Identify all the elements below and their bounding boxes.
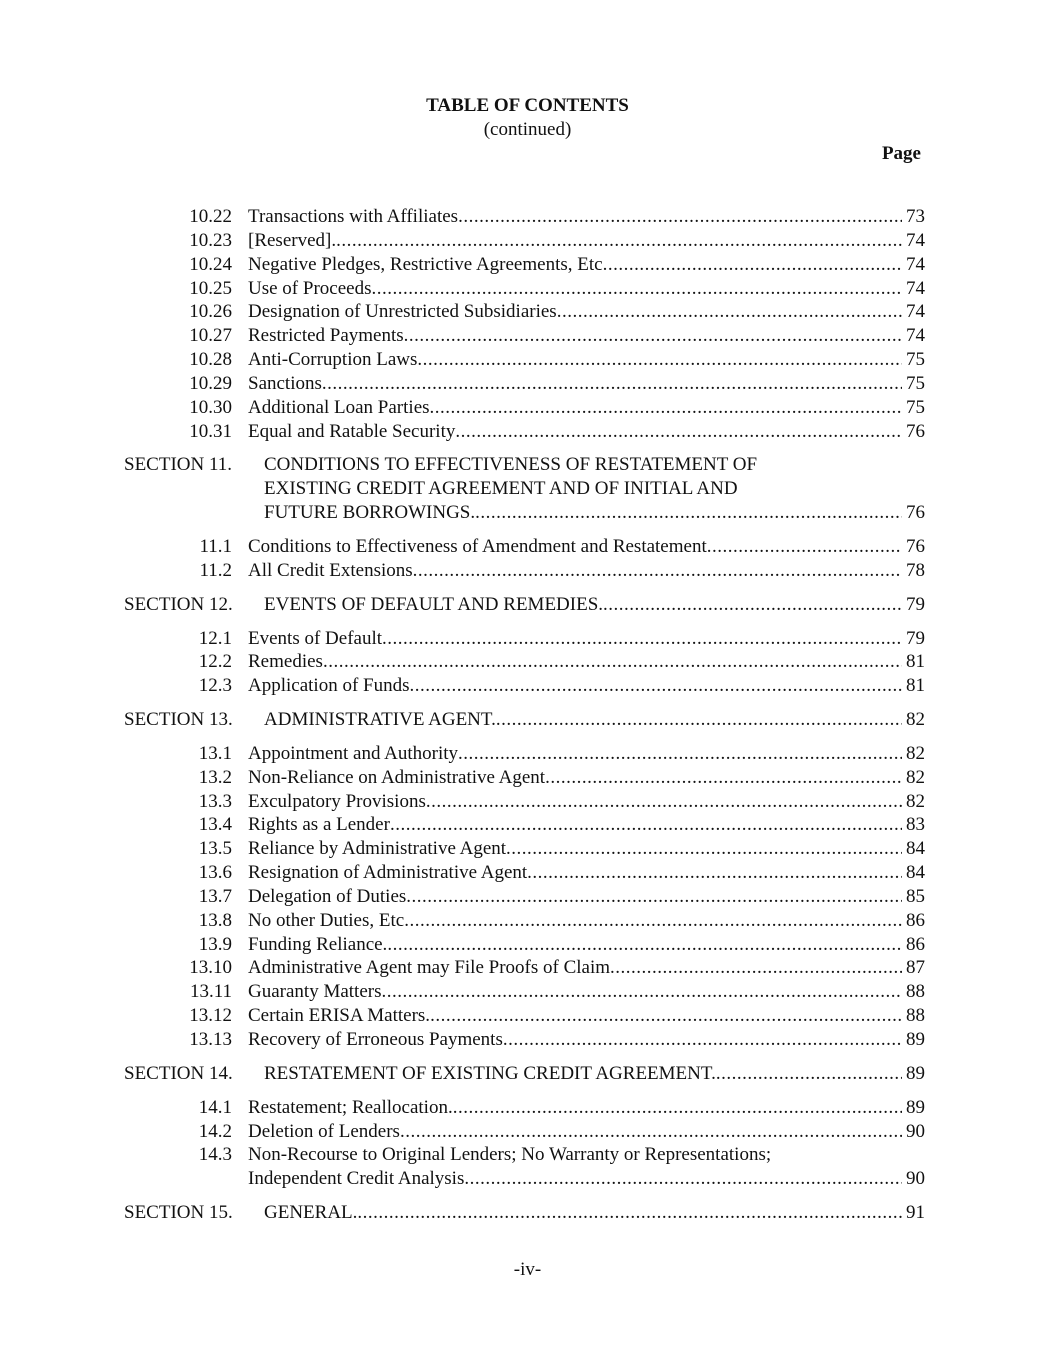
toc-entry-link[interactable] bbox=[248, 956, 925, 980]
toc-entry-link[interactable] bbox=[248, 790, 925, 814]
toc-entry-number: 10.27 bbox=[189, 325, 232, 347]
toc-entry-title: All Credit Extensions bbox=[248, 559, 413, 581]
toc-entry-link[interactable] bbox=[248, 229, 925, 253]
toc-section-number: SECTION 13. bbox=[124, 709, 233, 731]
dot-leader bbox=[475, 501, 902, 525]
toc-entry-link[interactable] bbox=[248, 1096, 925, 1120]
toc-entry-row[interactable] bbox=[0, 1096, 1055, 1120]
dot-leader bbox=[400, 1120, 902, 1144]
toc-entry-link[interactable] bbox=[248, 253, 925, 277]
toc-entry-link[interactable] bbox=[248, 627, 925, 651]
toc-entry-link[interactable] bbox=[248, 396, 925, 420]
toc-entry-title: GENERAL. bbox=[264, 1202, 358, 1224]
toc-title: TABLE OF CONTENTS bbox=[426, 95, 629, 116]
toc-entry-page: 85 bbox=[906, 885, 925, 907]
dot-leader bbox=[413, 559, 902, 583]
toc-entry-row[interactable] bbox=[0, 372, 1055, 396]
toc-entry-row[interactable] bbox=[0, 674, 1055, 698]
toc-entry-number: 13.7 bbox=[198, 885, 232, 907]
toc-entry-number: 12.3 bbox=[198, 675, 232, 697]
toc-entry-page: 76 bbox=[906, 535, 925, 557]
toc-entry-row[interactable] bbox=[0, 980, 1055, 1004]
toc-section-number: SECTION 14. bbox=[124, 1062, 233, 1084]
toc-entry-page: 89 bbox=[906, 1062, 925, 1084]
toc-entry-link[interactable] bbox=[248, 885, 925, 909]
toc-entry-page: 74 bbox=[906, 277, 925, 299]
dot-leader bbox=[406, 885, 902, 909]
toc-entry-row[interactable] bbox=[0, 559, 1055, 583]
toc-entry-link[interactable] bbox=[248, 535, 925, 559]
dot-leader bbox=[464, 1167, 902, 1191]
toc-entry-link[interactable] bbox=[248, 861, 925, 885]
toc-entry-link[interactable] bbox=[264, 501, 925, 525]
toc-entry-row[interactable] bbox=[0, 861, 1055, 885]
toc-entry-page: 88 bbox=[906, 981, 925, 1003]
dot-leader bbox=[716, 1062, 902, 1086]
dot-leader bbox=[390, 813, 902, 837]
dot-leader bbox=[545, 766, 902, 790]
dot-leader bbox=[603, 593, 902, 617]
toc-entry-page: 89 bbox=[906, 1096, 925, 1118]
toc-entry-page: 75 bbox=[906, 349, 925, 371]
toc-entry-link[interactable] bbox=[248, 980, 925, 1004]
dot-leader bbox=[371, 277, 902, 301]
toc-entry-row[interactable] bbox=[0, 650, 1055, 674]
toc-entry-row[interactable] bbox=[0, 813, 1055, 837]
dot-leader bbox=[503, 1028, 902, 1052]
toc-entry-title: ADMINISTRATIVE AGENT. bbox=[264, 709, 496, 731]
toc-entry-number: 10.26 bbox=[189, 301, 232, 323]
toc-entry-number: 10.29 bbox=[189, 372, 232, 394]
toc-entry-page: 82 bbox=[906, 766, 925, 788]
toc-entry-link[interactable] bbox=[248, 420, 925, 444]
dot-leader bbox=[417, 348, 902, 372]
toc-entry-link[interactable] bbox=[248, 205, 925, 229]
toc-entry-page: 76 bbox=[906, 420, 925, 442]
toc-entry-page: 83 bbox=[906, 814, 925, 836]
toc-entry-title: Restricted Payments bbox=[248, 325, 404, 347]
toc-entry-link[interactable] bbox=[248, 837, 925, 861]
toc-entry-row[interactable] bbox=[0, 909, 1055, 933]
toc-entry-title: Reliance by Administrative Agent bbox=[248, 838, 507, 860]
toc-entry-title: RESTATEMENT OF EXISTING CREDIT AGREEMENT. bbox=[264, 1062, 716, 1084]
toc-entry-row[interactable] bbox=[0, 790, 1055, 814]
toc-entry-number: 14.1 bbox=[198, 1096, 232, 1118]
toc-section-number: SECTION 15. bbox=[124, 1202, 233, 1224]
toc-entry-title: Events of Default bbox=[248, 627, 383, 649]
toc-entry-link[interactable] bbox=[248, 1167, 925, 1191]
toc-entry-link[interactable] bbox=[248, 277, 925, 301]
dot-leader bbox=[603, 253, 902, 277]
toc-entry-page: 73 bbox=[906, 206, 925, 227]
toc-section-row[interactable] bbox=[0, 708, 1055, 732]
toc-entry-title: Guaranty Matters bbox=[248, 981, 382, 1003]
toc-entry-page: 86 bbox=[906, 933, 925, 955]
toc-entry-row[interactable] bbox=[0, 742, 1055, 766]
toc-entry-number: 10.28 bbox=[189, 349, 232, 371]
toc-section-row[interactable] bbox=[0, 593, 1055, 617]
toc-entry-page: 86 bbox=[906, 909, 925, 931]
dot-leader bbox=[381, 980, 902, 1004]
toc-entry-number: 11.2 bbox=[199, 559, 232, 581]
toc-entry-page: 89 bbox=[906, 1029, 925, 1050]
dot-leader bbox=[453, 1096, 902, 1120]
toc-entry-page: 75 bbox=[906, 396, 925, 418]
toc-entry-title-line: EXISTING CREDIT AGREEMENT AND OF INITIAL AND bbox=[264, 478, 738, 500]
toc-entry-title: FUTURE BORROWINGS. bbox=[264, 502, 476, 524]
toc-entry-row[interactable] bbox=[0, 1143, 1055, 1167]
toc-entry-title: Restatement; Reallocation. bbox=[248, 1096, 453, 1118]
dot-leader bbox=[323, 650, 902, 674]
dot-leader bbox=[458, 742, 902, 766]
toc-entry-number: 14.2 bbox=[198, 1120, 232, 1142]
toc-entry-page: 88 bbox=[906, 1005, 925, 1027]
toc-entry-title: Resignation of Administrative Agent bbox=[248, 862, 528, 884]
toc-entry-number: 10.24 bbox=[189, 253, 232, 275]
toc-entry-number: 13.12 bbox=[189, 1005, 232, 1027]
toc-entry-number: 10.31 bbox=[189, 420, 232, 442]
toc-entry-title: Independent Credit Analysis bbox=[248, 1168, 465, 1190]
toc-entry-page: 74 bbox=[906, 325, 925, 347]
dot-leader bbox=[610, 956, 902, 980]
dot-leader bbox=[404, 324, 902, 348]
toc-entry-row[interactable] bbox=[0, 277, 1055, 301]
toc-entry-page: 82 bbox=[906, 790, 925, 812]
dot-leader bbox=[426, 790, 902, 814]
toc-entry-title: Funding Reliance. bbox=[248, 933, 388, 955]
toc-entry-title-line: Non-Recourse to Original Lenders; No Warranty or Representations; bbox=[248, 1144, 772, 1166]
toc-entry-row[interactable] bbox=[0, 933, 1055, 957]
toc-entry-number: 13.4 bbox=[198, 814, 232, 836]
toc-entry-row[interactable] bbox=[0, 766, 1055, 790]
toc-entry-title: Sanctions bbox=[248, 372, 322, 394]
toc-entry-title: [Reserved]. bbox=[248, 229, 337, 251]
toc-entry-title: Remedies bbox=[248, 651, 323, 673]
dot-leader bbox=[557, 300, 902, 324]
toc-entry-row[interactable] bbox=[0, 1167, 1055, 1191]
toc-entry-link[interactable] bbox=[248, 742, 925, 766]
toc-entry-number: 13.6 bbox=[198, 862, 232, 884]
dot-leader bbox=[387, 933, 902, 957]
toc-entry-title: EVENTS OF DEFAULT AND REMEDIES. bbox=[264, 593, 604, 615]
toc-entry-page: 91 bbox=[906, 1202, 925, 1224]
toc-entry-row[interactable] bbox=[0, 396, 1055, 420]
toc-entry-link[interactable] bbox=[248, 559, 925, 583]
dot-leader bbox=[322, 372, 902, 396]
toc-entry-page: 79 bbox=[906, 627, 925, 649]
toc-entry-page: 79 bbox=[906, 593, 925, 615]
toc-entry-title: Rights as a Lender bbox=[248, 814, 390, 836]
toc-entry-title: Use of Proceeds bbox=[248, 277, 372, 299]
dot-leader bbox=[357, 1201, 902, 1225]
toc-section-row[interactable] bbox=[0, 501, 1055, 525]
toc-entry-row[interactable] bbox=[0, 837, 1055, 861]
toc-entry-number: 14.3 bbox=[198, 1144, 232, 1166]
toc-entry-page: 76 bbox=[906, 502, 925, 524]
dot-leader bbox=[404, 909, 902, 933]
toc-entry-page: 82 bbox=[906, 742, 925, 764]
toc-entry-title: Designation of Unrestricted Subsidiaries bbox=[248, 301, 557, 323]
table-of-contents bbox=[0, 205, 1055, 1225]
dot-leader bbox=[506, 837, 902, 861]
toc-entry-link[interactable] bbox=[248, 300, 925, 324]
toc-entry-link[interactable] bbox=[248, 909, 925, 933]
toc-entry-page: 90 bbox=[906, 1120, 925, 1142]
toc-entry-link[interactable] bbox=[264, 708, 925, 732]
dot-leader bbox=[707, 535, 902, 559]
toc-entry-page: 75 bbox=[906, 372, 925, 394]
toc-entry-link[interactable] bbox=[248, 372, 925, 396]
toc-entry-row[interactable] bbox=[0, 229, 1055, 253]
toc-entry-link[interactable] bbox=[248, 1120, 925, 1144]
dot-leader bbox=[496, 708, 902, 732]
toc-entry-row[interactable] bbox=[0, 1004, 1055, 1028]
toc-entry-number: 13.10 bbox=[189, 957, 232, 979]
toc-entry-number: 10.23 bbox=[189, 229, 232, 251]
toc-section-row[interactable] bbox=[0, 1201, 1055, 1225]
toc-entry-page: 82 bbox=[906, 709, 925, 731]
toc-entry-title: Equal and Ratable Security bbox=[248, 420, 456, 442]
dot-leader bbox=[458, 205, 902, 229]
toc-entry-title: Additional Loan Parties bbox=[248, 396, 430, 418]
toc-entry-title: No other Duties, Etc bbox=[248, 909, 405, 931]
dot-leader bbox=[336, 229, 902, 253]
toc-entry-number: 13.11 bbox=[189, 981, 232, 1003]
toc-entry-number: 13.3 bbox=[198, 790, 232, 812]
toc-entry-link[interactable] bbox=[248, 933, 925, 957]
toc-section-row[interactable] bbox=[0, 453, 1055, 477]
page-number: -iv- bbox=[513, 1259, 542, 1280]
toc-section-row[interactable] bbox=[0, 1062, 1055, 1086]
toc-entry-title: Appointment and Authority bbox=[248, 742, 459, 764]
toc-entry-row[interactable] bbox=[0, 535, 1055, 559]
toc-entry-page: 84 bbox=[906, 838, 925, 860]
toc-section-number: SECTION 11. bbox=[124, 454, 233, 476]
toc-entry-title: Delegation of Duties bbox=[248, 885, 407, 907]
toc-entry-number: 13.8 bbox=[198, 909, 232, 931]
toc-entry-page: 87 bbox=[906, 957, 925, 979]
toc-entry-page: 74 bbox=[906, 253, 925, 275]
toc-entry-row[interactable] bbox=[0, 300, 1055, 324]
toc-entry-title-line: CONDITIONS TO EFFECTIVENESS OF RESTATEMENT OF bbox=[264, 454, 758, 476]
toc-entry-number: 13.2 bbox=[198, 766, 232, 788]
toc-entry-number: 12.2 bbox=[198, 651, 232, 673]
toc-entry-link[interactable] bbox=[248, 813, 925, 837]
toc-entry-title: Administrative Agent may File Proofs of Claim bbox=[248, 957, 611, 979]
toc-entry-row[interactable] bbox=[0, 627, 1055, 651]
toc-entry-row[interactable] bbox=[0, 253, 1055, 277]
toc-entry-link[interactable] bbox=[248, 766, 925, 790]
toc-entry-link[interactable] bbox=[248, 1004, 925, 1028]
dot-leader bbox=[527, 861, 902, 885]
toc-entry-row[interactable] bbox=[0, 324, 1055, 348]
toc-entry-link[interactable] bbox=[264, 593, 925, 617]
dot-leader bbox=[455, 420, 902, 444]
toc-entry-link[interactable] bbox=[264, 1062, 925, 1086]
toc-entry-row[interactable] bbox=[0, 348, 1055, 372]
toc-entry-page: 84 bbox=[906, 862, 925, 884]
dot-leader bbox=[430, 396, 902, 420]
toc-entry-title: Recovery of Erroneous Payments bbox=[248, 1029, 503, 1050]
toc-entry-number: 10.22 bbox=[189, 206, 232, 227]
toc-entry-number: 10.25 bbox=[189, 277, 232, 299]
toc-entry-link[interactable] bbox=[248, 650, 925, 674]
toc-entry-title: Anti-Corruption Laws bbox=[248, 349, 418, 371]
toc-entry-number: 13.13 bbox=[189, 1029, 232, 1050]
toc-entry-title: Transactions with Affiliates bbox=[248, 206, 459, 227]
dot-leader bbox=[430, 1004, 902, 1028]
toc-entry-number: 10.30 bbox=[189, 396, 232, 418]
toc-entry-page: 90 bbox=[906, 1168, 925, 1190]
toc-entry-title: Application of Funds bbox=[248, 675, 410, 697]
toc-entry-row[interactable] bbox=[0, 956, 1055, 980]
toc-entry-row[interactable] bbox=[0, 1028, 1055, 1052]
toc-entry-number: 13.1 bbox=[198, 742, 232, 764]
toc-entry-number: 13.9 bbox=[198, 933, 232, 955]
toc-entry-row[interactable] bbox=[0, 420, 1055, 444]
toc-entry-number: 12.1 bbox=[198, 627, 232, 649]
toc-section-number: SECTION 12. bbox=[124, 593, 233, 615]
toc-entry-link[interactable] bbox=[248, 324, 925, 348]
toc-entry-link[interactable] bbox=[248, 348, 925, 372]
toc-subtitle: (continued) bbox=[483, 119, 572, 140]
toc-entry-title: Negative Pledges, Restrictive Agreements, Etc bbox=[248, 253, 603, 275]
toc-entry-row[interactable] bbox=[0, 205, 1055, 229]
toc-entry-link[interactable] bbox=[264, 1201, 925, 1225]
toc-entry-number: 13.5 bbox=[198, 838, 232, 860]
toc-section-row[interactable] bbox=[0, 477, 1055, 501]
toc-entry-page: 81 bbox=[906, 651, 925, 673]
toc-entry-page: 74 bbox=[906, 301, 925, 323]
dot-leader bbox=[410, 674, 903, 698]
toc-entry-title: Non-Reliance on Administrative Agent bbox=[248, 766, 546, 788]
toc-entry-link[interactable] bbox=[248, 1028, 925, 1052]
toc-entry-title: Certain ERISA Matters. bbox=[248, 1005, 431, 1027]
toc-entry-row[interactable] bbox=[0, 885, 1055, 909]
toc-entry-page: 81 bbox=[906, 675, 925, 697]
toc-entry-title: Exculpatory Provisions bbox=[248, 790, 426, 812]
toc-entry-title: Deletion of Lenders bbox=[248, 1120, 400, 1142]
toc-entry-page: 78 bbox=[906, 559, 925, 581]
toc-entry-link[interactable] bbox=[248, 674, 925, 698]
toc-entry-number: 11.1 bbox=[199, 535, 232, 557]
page-column-label: Page bbox=[881, 143, 921, 164]
toc-entry-title: Conditions to Effectiveness of Amendment and Restatement bbox=[248, 535, 707, 557]
dot-leader bbox=[382, 627, 902, 651]
toc-entry-page: 74 bbox=[906, 229, 925, 251]
toc-entry-row[interactable] bbox=[0, 1120, 1055, 1144]
